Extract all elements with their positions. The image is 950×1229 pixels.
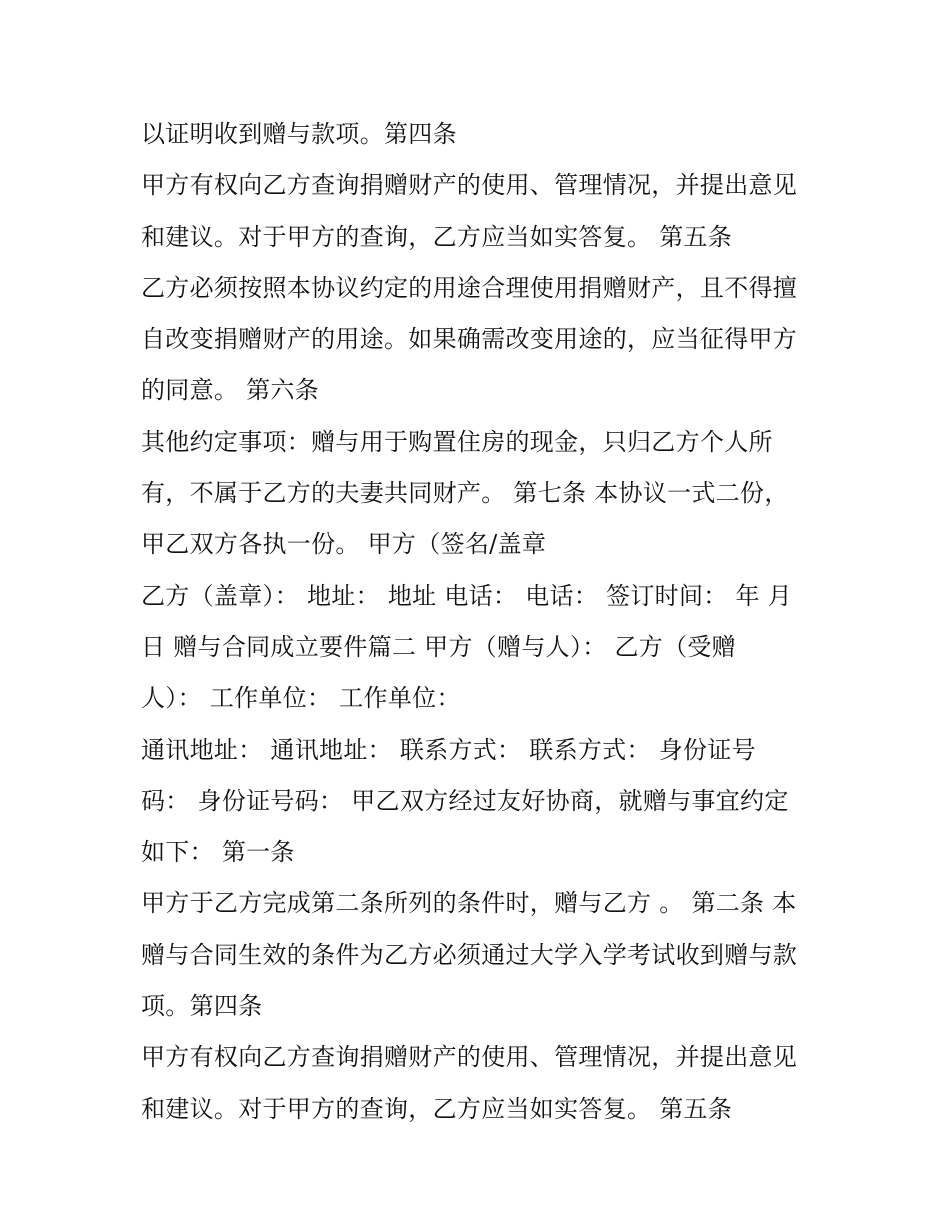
text-line: 和建议。对于甲方的查询，乙方应当如实答复。 第五条: [141, 1094, 733, 1123]
text-line: 甲方有权向乙方查询捐赠财产的使用、管理情况，并提出意见: [141, 1043, 798, 1072]
text-line: 甲方于乙方完成第二条所列的条件时，赠与乙方 。 第二条 本: [141, 889, 797, 918]
text-line: 的同意。 第六条: [141, 376, 320, 405]
text-line: 日 赠与合同成立要件篇二 甲方（赠与人）： 乙方（受赠: [141, 632, 736, 661]
text-line: 乙方必须按照本协议约定的用途合理使用捐赠财产，且不得擅: [141, 273, 798, 302]
text-line: 自改变捐赠财产的用途。如果确需改变用途的，应当征得甲方: [141, 325, 798, 354]
text-line: 和建议。对于甲方的查询，乙方应当如实答复。 第五条: [141, 222, 733, 251]
text-line: 通讯地址： 通讯地址： 联系方式： 联系方式： 身份证号: [141, 735, 756, 764]
text-line: 甲乙双方各执一份。 甲方（签名/盖章: [141, 530, 547, 559]
text-line: 人）： 工作单位： 工作单位：: [141, 684, 461, 713]
document-body: [141, 109, 841, 1135]
text-line: 其他约定事项：赠与用于购置住房的现金，只归乙方个人所: [141, 427, 773, 456]
text-line: 如下： 第一条: [141, 838, 295, 867]
text-line: 项。第四条: [141, 992, 263, 1021]
text-line: 码： 身份证号码： 甲乙双方经过友好协商，就赠与事宜约定: [141, 786, 789, 815]
text-line: 甲方有权向乙方查询捐赠财产的使用、管理情况，并提出意见: [141, 171, 798, 200]
text-line: 以证明收到赠与款项。第四条: [141, 120, 457, 148]
text-line: 赠与合同生效的条件为乙方必须通过大学入学考试收到赠与款: [141, 940, 798, 969]
text-line: 乙方（盖章）： 地址： 地址 电话： 电话： 签订时间： 年 月: [141, 581, 793, 610]
text-line: 有，不属于乙方的夫妻共同财产。 第七条 本协议一式二份，: [141, 479, 789, 508]
